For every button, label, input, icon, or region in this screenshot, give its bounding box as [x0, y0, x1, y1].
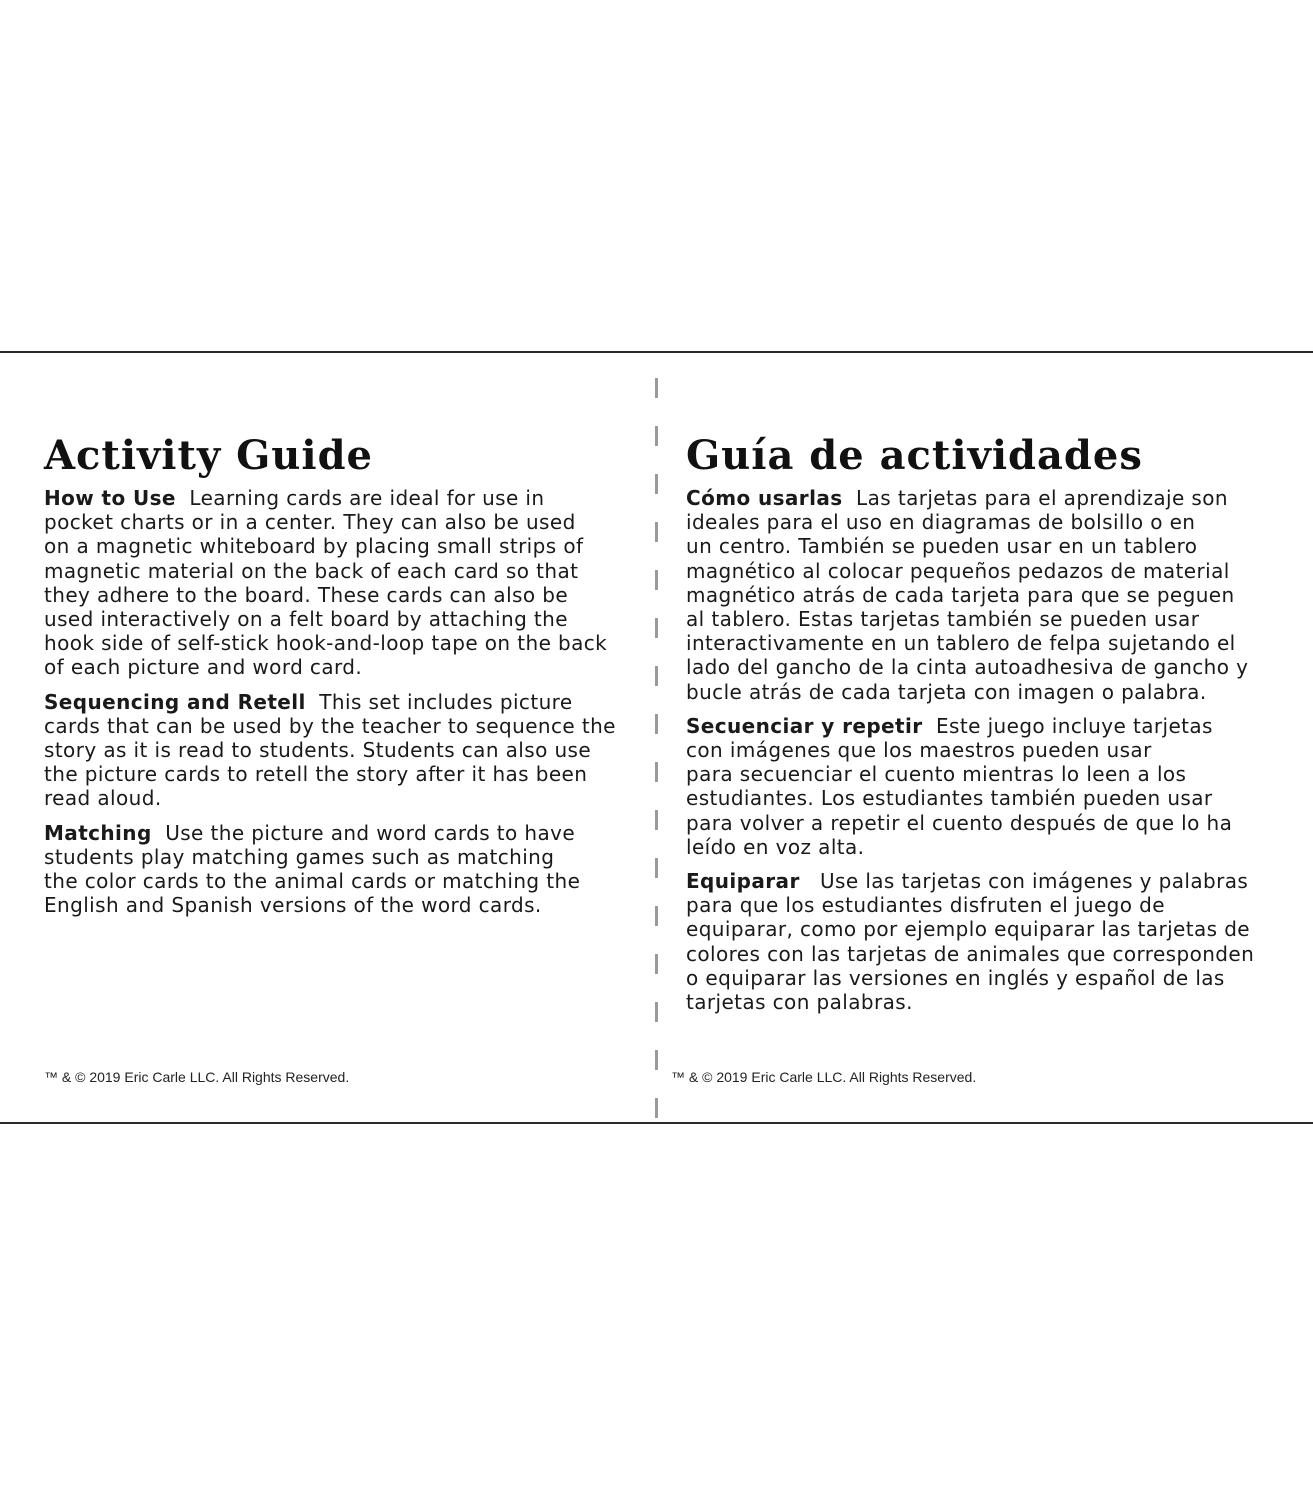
english-title: Activity Guide: [44, 432, 373, 479]
secuenciar-heading: Secuenciar y repetir: [686, 713, 923, 738]
equiparar-paragraph: [686, 869, 1276, 1014]
spanish-copyright: ™ & © 2019 Eric Carle LLC. All Rights Reserved.: [671, 1069, 977, 1085]
english-panel: [44, 432, 639, 927]
como-usarlas-heading: Cómo usarlas: [686, 486, 843, 510]
bottom-divider-line: [0, 1122, 1313, 1124]
how-to-use-paragraph: [44, 486, 639, 680]
matching-heading: Matching: [44, 820, 152, 845]
secuenciar-text: Este juego incluye tarjetas con imágenes que los maestros pueden usar para secuenciar el cuento mientras lo leen a los estudiantes. Los estudiantes también pueden usar para volver a repetir el cuento después de que lo ha leído en voz alta.: [686, 713, 1233, 859]
secuenciar-paragraph: [686, 714, 1276, 859]
sequencing-heading: Sequencing and Retell: [44, 689, 306, 714]
spanish-title: Guía de actividades: [686, 432, 1143, 479]
center-fold-dashed-line: [655, 378, 658, 1124]
top-divider-line: [0, 351, 1313, 353]
matching-text: Use the picture and word cards to have students play matching games such as matching the color cards to the animal cards or matching the English and Spanish versions of the word cards.: [44, 820, 581, 918]
matching-paragraph: [44, 821, 639, 918]
english-copyright: ™ & © 2019 Eric Carle LLC. All Rights Reserved.: [44, 1069, 350, 1085]
como-usarlas-paragraph: [686, 486, 1276, 704]
how-to-use-heading: How to Use: [44, 486, 176, 510]
equiparar-text: Use las tarjetas con imágenes y palabras para que los estudiantes disfruten el juego de equiparar, como por ejemplo equiparar las tarjetas de colores con las tarjetas de animales que corresponden o equiparar las versiones en inglés y español de las tarjetas con palabras.: [686, 869, 1255, 1015]
equiparar-heading: Equiparar: [686, 869, 800, 894]
como-usarlas-text: Las tarjetas para el aprendizaje son ideales para el uso en diagramas de bolsillo o en un centro. También se pueden usar en un tablero magnético al colocar pequeños pedazos de material magnético atrás de cada tarjeta para que se peguen al tablero. Estas tarjetas también se pueden usar interactivamente en un tablero de felpa sujetando el lado del gancho de la cinta autoadhesiva de gancho y bucle atrás de cada tarjeta con imagen o palabra.: [686, 486, 1249, 704]
sequencing-text: This set includes picture cards that can be used by the teacher to sequence the story as it is read to students. Students can also use the picture cards to retell the story after it has been read aloud.: [44, 689, 616, 811]
how-to-use-text: Learning cards are ideal for use in pocket charts or in a center. They can also be used on a magnetic whiteboard by placing small strips of magnetic material on the back of each card so that they adhere to the board. These cards can also be used interactively on a felt board by attaching the hook side of self-stick hook-and-loop tape on the back of each picture and word card.: [44, 486, 608, 680]
spanish-panel: [686, 432, 1276, 1024]
sequencing-paragraph: [44, 690, 639, 811]
